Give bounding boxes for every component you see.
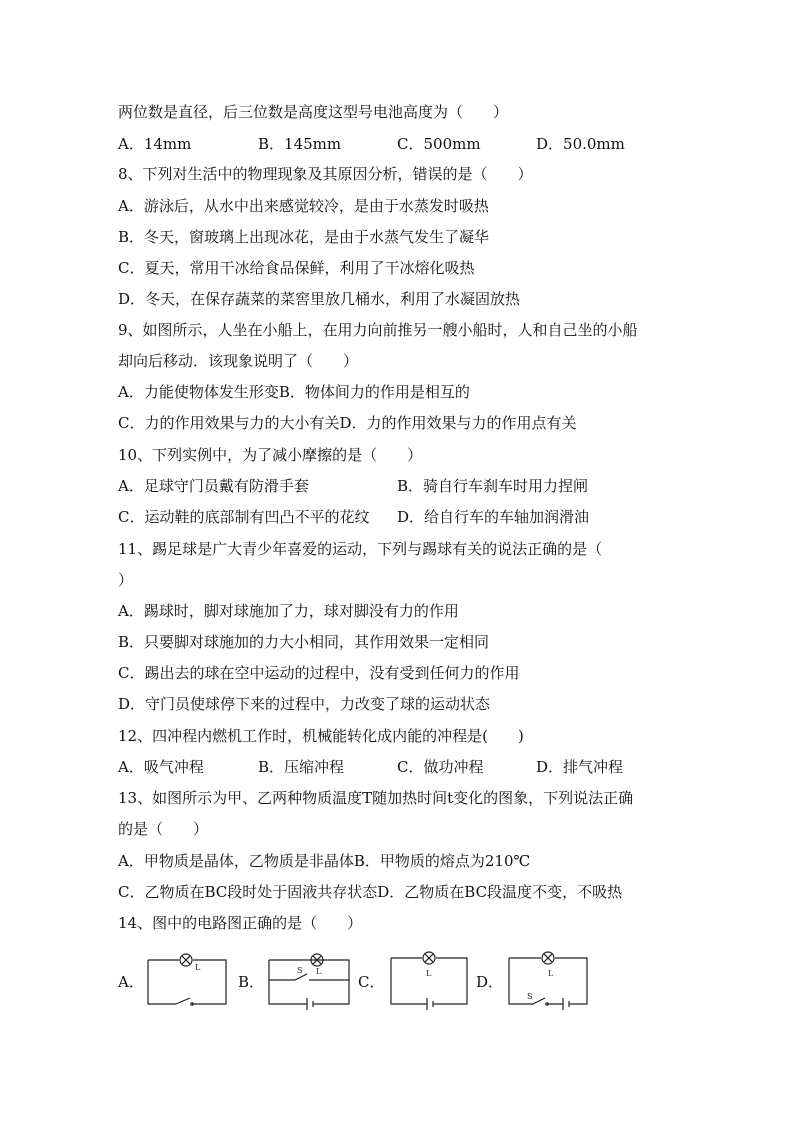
q11-option-a: A．踢球时，脚对球施加了力，球对脚没有力的作用 bbox=[118, 602, 459, 620]
lamp-label: L bbox=[426, 969, 432, 978]
q12-option-d: D．排气冲程 bbox=[536, 758, 624, 776]
q12-option-a: A．吸气冲程 bbox=[118, 758, 204, 776]
q8-option-a: A．游泳后，从水中出来感觉较冷，是由于水蒸发时吸热 bbox=[118, 197, 489, 215]
q11-stem-line1: 11、踢足球是广大青少年喜爱的运动，下列与踢球有关的说法正确的是（ bbox=[118, 540, 603, 558]
q12-option-c: C．做功冲程 bbox=[397, 758, 484, 776]
lamp-label: L bbox=[195, 963, 201, 972]
q8-option-c: C．夏天，常用干冰给食品保鲜，利用了干冰熔化吸热 bbox=[118, 259, 475, 277]
q12-stem: 12、四冲程内燃机工作时，机械能转化成内能的冲程是( ) bbox=[118, 727, 524, 745]
switch-icon bbox=[176, 998, 190, 1004]
q11-stem-line2: ） bbox=[118, 571, 134, 589]
switch-label: S bbox=[297, 966, 303, 975]
q10-option-a: A．足球守门员戴有防滑手套 bbox=[118, 477, 309, 495]
q9-stem-line1: 9、如图所示，人坐在小船上，在用力向前推另一艘小船时，人和自己坐的小船 bbox=[118, 321, 638, 339]
circuit-d-diagram bbox=[507, 950, 589, 1008]
circuit-a-diagram bbox=[146, 950, 228, 1008]
q14-label-d: D． bbox=[476, 973, 504, 991]
q9-options-cd: C．力的作用效果与力的大小有关D．力的作用效果与力的作用点有关 bbox=[118, 414, 577, 432]
switch-icon bbox=[533, 998, 545, 1004]
battery-icon bbox=[427, 998, 433, 1010]
q10-option-d: D．给自行车的车轴加润滑油 bbox=[397, 508, 590, 526]
q7-stem-continued: 两位数是直径，后三位数是高度这型号电池高度为（ ） bbox=[118, 103, 509, 121]
circuit-b-diagram bbox=[267, 950, 351, 1008]
q7-option-c: C．500mm bbox=[397, 135, 481, 153]
q14-stem: 14、图中的电路图正确的是（ ） bbox=[118, 914, 363, 932]
q13-stem-line1: 13、如图所示为甲、乙两种物质温度T随加热时间t变化的图象，下列说法正确 bbox=[118, 789, 634, 807]
q7-option-a: A．14mm bbox=[118, 135, 192, 153]
q11-option-b: B．只要脚对球施加的力大小相同，其作用效果一定相同 bbox=[118, 633, 490, 651]
q10-option-b: B．骑自行车刹车时用力捏闸 bbox=[397, 477, 589, 495]
q14-label-a: A． bbox=[118, 973, 144, 991]
q7-option-b: B．145mm bbox=[258, 135, 342, 153]
q11-option-d: D．守门员使球停下来的过程中，力改变了球的运动状态 bbox=[118, 695, 491, 713]
q13-stem-line2: 的是（ ） bbox=[118, 820, 209, 838]
q13-options-cd: C．乙物质在BC段时处于固液共存状态D．乙物质在BC段温度不变，不吸热 bbox=[118, 883, 623, 901]
q12-option-b: B．压缩冲程 bbox=[258, 758, 345, 776]
battery-icon bbox=[307, 998, 313, 1010]
q10-stem: 10、下列实例中，为了减小摩擦的是（ ） bbox=[118, 446, 423, 464]
q13-options-ab: A．甲物质是晶体，乙物质是非晶体B．甲物质的熔点为210℃ bbox=[118, 852, 531, 870]
q8-stem: 8、下列对生活中的物理现象及其原因分析，错误的是（ ） bbox=[118, 165, 533, 183]
lamp-label: L bbox=[548, 969, 554, 978]
q11-option-c: C．踢出去的球在空中运动的过程中，没有受到任何力的作用 bbox=[118, 664, 520, 682]
q8-option-b: B．冬天，窗玻璃上出现冰花，是由于水蒸气发生了凝华 bbox=[118, 228, 490, 246]
q8-option-d: D．冬天，在保存蔬菜的菜窖里放几桶水，利用了水凝固放热 bbox=[118, 290, 521, 308]
q10-option-c: C．运动鞋的底部制有凹凸不平的花纹 bbox=[118, 508, 370, 526]
battery-icon bbox=[563, 998, 569, 1010]
q14-label-b: B． bbox=[238, 973, 265, 991]
circuit-c-diagram bbox=[389, 950, 469, 1008]
switch-label: S bbox=[527, 992, 533, 1001]
q14-label-c: C． bbox=[358, 973, 385, 991]
q7-option-d: D．50.0mm bbox=[536, 135, 625, 153]
lamp-label: L bbox=[316, 967, 322, 976]
q9-stem-line2: 却向后移动．该现象说明了（ ） bbox=[118, 352, 359, 370]
q9-options-ab: A．力能使物体发生形变B．物体间力的作用是相互的 bbox=[118, 383, 470, 401]
